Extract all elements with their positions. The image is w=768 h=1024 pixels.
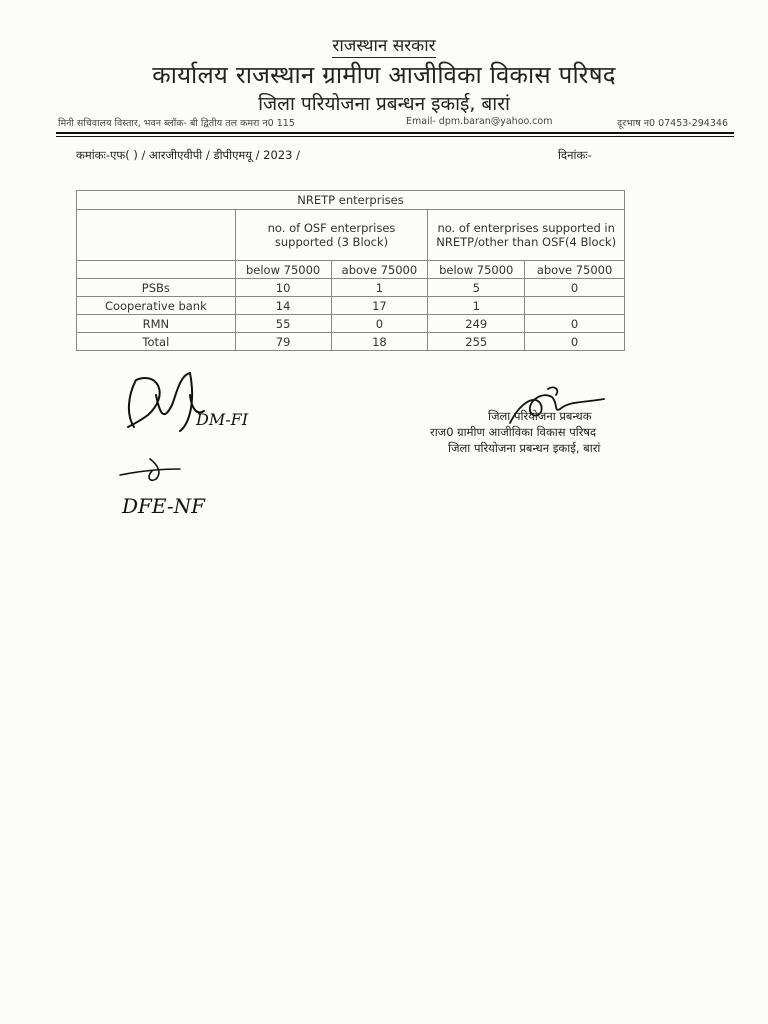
table-cell: 249 (428, 315, 525, 333)
table-cell: 14 (235, 297, 331, 315)
header-rule (56, 132, 734, 134)
table-cell (525, 297, 625, 315)
table-cell: 0 (525, 279, 625, 297)
table-subheader: below 75000 (428, 261, 525, 279)
table-cell: 0 (331, 315, 428, 333)
signatory-block (430, 408, 670, 456)
table-row (77, 333, 625, 351)
table-subheader: below 75000 (235, 261, 331, 279)
table-subheader: above 75000 (331, 261, 428, 279)
table-corner-cell (77, 210, 236, 261)
row-label: RMN (77, 315, 236, 333)
table-cell: 18 (331, 333, 428, 351)
signatory-designation: जिला परियोजना प्रबन्धक (488, 409, 592, 423)
table-row (77, 315, 625, 333)
table-cell: 55 (235, 315, 331, 333)
table-cell: 255 (428, 333, 525, 351)
office-address: मिनी सचिवालय विस्तार, भवन ब्लॉक- बी द्वितीय तल कमरा न0 115 (58, 118, 295, 129)
table-cell: 1 (331, 279, 428, 297)
header-rule-thin (56, 136, 734, 137)
address-line (58, 116, 732, 129)
row-label: PSBs (77, 279, 236, 297)
table-subheader: above 75000 (525, 261, 625, 279)
handwritten-signature-1 (118, 365, 288, 445)
government-name: राजस्थान सरकार (332, 36, 436, 56)
table-title: NRETP enterprises (77, 191, 625, 210)
table-cell: 10 (235, 279, 331, 297)
table-cell: 79 (235, 333, 331, 351)
table-corner-cell (77, 261, 236, 279)
initials-dm-fi: DM-FI (196, 410, 249, 429)
signatory-organisation: राज0 ग्रामीण आजीविका विकास परिषद (430, 425, 597, 439)
table-row (77, 297, 625, 315)
table-group-header: no. of enterprises supported in NRETP/other than OSF(4 Block) (428, 210, 625, 261)
signatory-unit: जिला परियोजना प्रबन्धन इकाई, बारां (448, 441, 601, 455)
table-row (77, 279, 625, 297)
initials-dfe-nf: DFE-NF (122, 494, 206, 518)
table-cell: 0 (525, 333, 625, 351)
office-name: कार्यालय राजस्थान ग्रामीण आजीविका विकास परिषद (152, 61, 616, 89)
row-label: Cooperative bank (77, 297, 236, 315)
unit-name: जिला परियोजना प्रबन्धन इकाई, बारां (258, 93, 510, 115)
date-label: दिनांकः- (558, 148, 592, 162)
office-phone: दूरभाष न0 07453-294346 (617, 118, 728, 129)
table-cell: 1 (428, 297, 525, 315)
handwritten-signature-2 (110, 455, 250, 525)
enterprises-table (76, 190, 625, 351)
office-email: Email- dpm.baran@yahoo.com (406, 116, 553, 127)
table-group-header: no. of OSF enterprises supported (3 Block) (235, 210, 428, 261)
reference-number: कमांकः-एफ( ) / आरजीएवीपी / डीपीएमयू / 2023 / (76, 148, 300, 162)
table-cell: 17 (331, 297, 428, 315)
table-cell: 5 (428, 279, 525, 297)
table-cell: 0 (525, 315, 625, 333)
row-label: Total (77, 333, 236, 351)
